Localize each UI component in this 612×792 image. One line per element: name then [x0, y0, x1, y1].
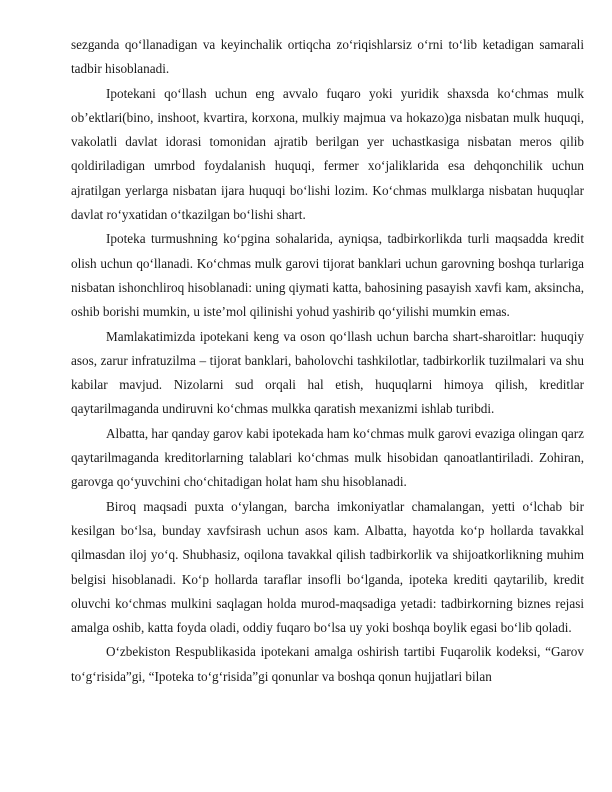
document-page [71, 33, 584, 689]
paragraph-continuation: sezganda qo‘llanadigan va keyinchalik ortiqcha zo‘riqishlarsiz o‘rni to‘lib ketadigan samarali tadbir hisoblanadi. [71, 37, 584, 77]
paragraph-infrastructure: Mamlakatimizda ipotekani keng va oson qo‘llash uchun barcha shart-sharoitlar: huquqiy asos, zarur infratuzilma – tijorat banklari, baholovchi tashkilotlar, tadbirkorlik tuzilmalari va shu kabilar mavjud. Nizolarni sud orqali hal etish, huquqlarni himoya qilish, kreditlar qaytarilmaganda undiruvni ko‘chmas mulkka qaratish mexanizmi ishlab turibdi. [71, 328, 584, 417]
paragraph-legal-framework: O‘zbekiston Respublikasida ipotekani amalga oshirish tartibi Fuqarolik kodeksi, “Garov to‘g‘risida”gi, “Ipoteka to‘g‘risida”gi qonunlar va boshqa qonun hujjatlari bilan [71, 644, 584, 684]
paragraph-ipoteka-usage: Ipoteka turmushning ko‘pgina sohalarida, ayniqsa, tadbirkorlikda turli maqsadda kredit olish uchun qo‘llanadi. Ko‘chmas mulk garovi tijorat banklari uchun garovning boshqa turlariga nisbatan ishonchliroq hisoblanadi: uning qiymati katta, bahosining pasayish xavfi kam, aksincha, oshib borishi mumkin, u iste’mol qilinishi yohud yashirib qo‘yilishi mumkin emas. [71, 231, 584, 320]
paragraph-risk: Biroq maqsadi puxta o‘ylangan, barcha imkoniyatlar chamalangan, yetti o‘lchab bir kesilgan bo‘lsa, bunday xavfsirash uchun asos kam. Albatta, hayotda ko‘p hollarda tavakkal qilmasdan iloj yo‘q. Shubhasiz, oqilona tavakkal qilish tadbirkorlik va shijoatkorlikning muhim belgisi hisoblanadi. Ko‘p hollarda taraflar insofli bo‘lganda, ipoteka krediti qaytarilib, kredit oluvchi ko‘chmas mulkini saqlagan holda murod-maqsadiga yetadi: tadbirkorning biznes rejasi amalga oshib, katta foyda oladi, oddiy fuqaro bo‘lsa uy yoki boshqa boylik egasi bo‘lib qoladi. [71, 498, 584, 636]
paragraph-ipoteka-requirements: Ipotekani qo‘llash uchun eng avvalo fuqaro yoki yuridik shaxsda ko‘chmas mulk ob’ektlari(bino, inshoot, kvartira, korxona, mulkiy majmua va hokazo)ga nisbatan mulk huquqi, vakolatli davlat idorasi tomonidan ajratib berilgan yer uchastkasiga nisbatan meros qilib qoldiriladigan umrbod foydalanish huquqi, fermer xo‘jaliklarida esa dehqonchilik uchun ajratilgan yerlarga nisbatan ijara huquqi bo‘lishi lozim. Ko‘chmas mulklarga nisbatan huquqlar davlat ro‘yxatidan o‘tkazilgan bo‘lishi shart. [71, 85, 584, 223]
paragraph-creditor-claims: Albatta, har qanday garov kabi ipotekada ham ko‘chmas mulk garovi evaziga olingan qarz qaytarilmaganda kreditorlarning talablari ko‘chmas mulk hisobidan qanoatlantiriladi. Zohiran, garovga qo‘yuvchini cho‘chitadigan holat ham shu hisoblanadi. [71, 425, 584, 490]
